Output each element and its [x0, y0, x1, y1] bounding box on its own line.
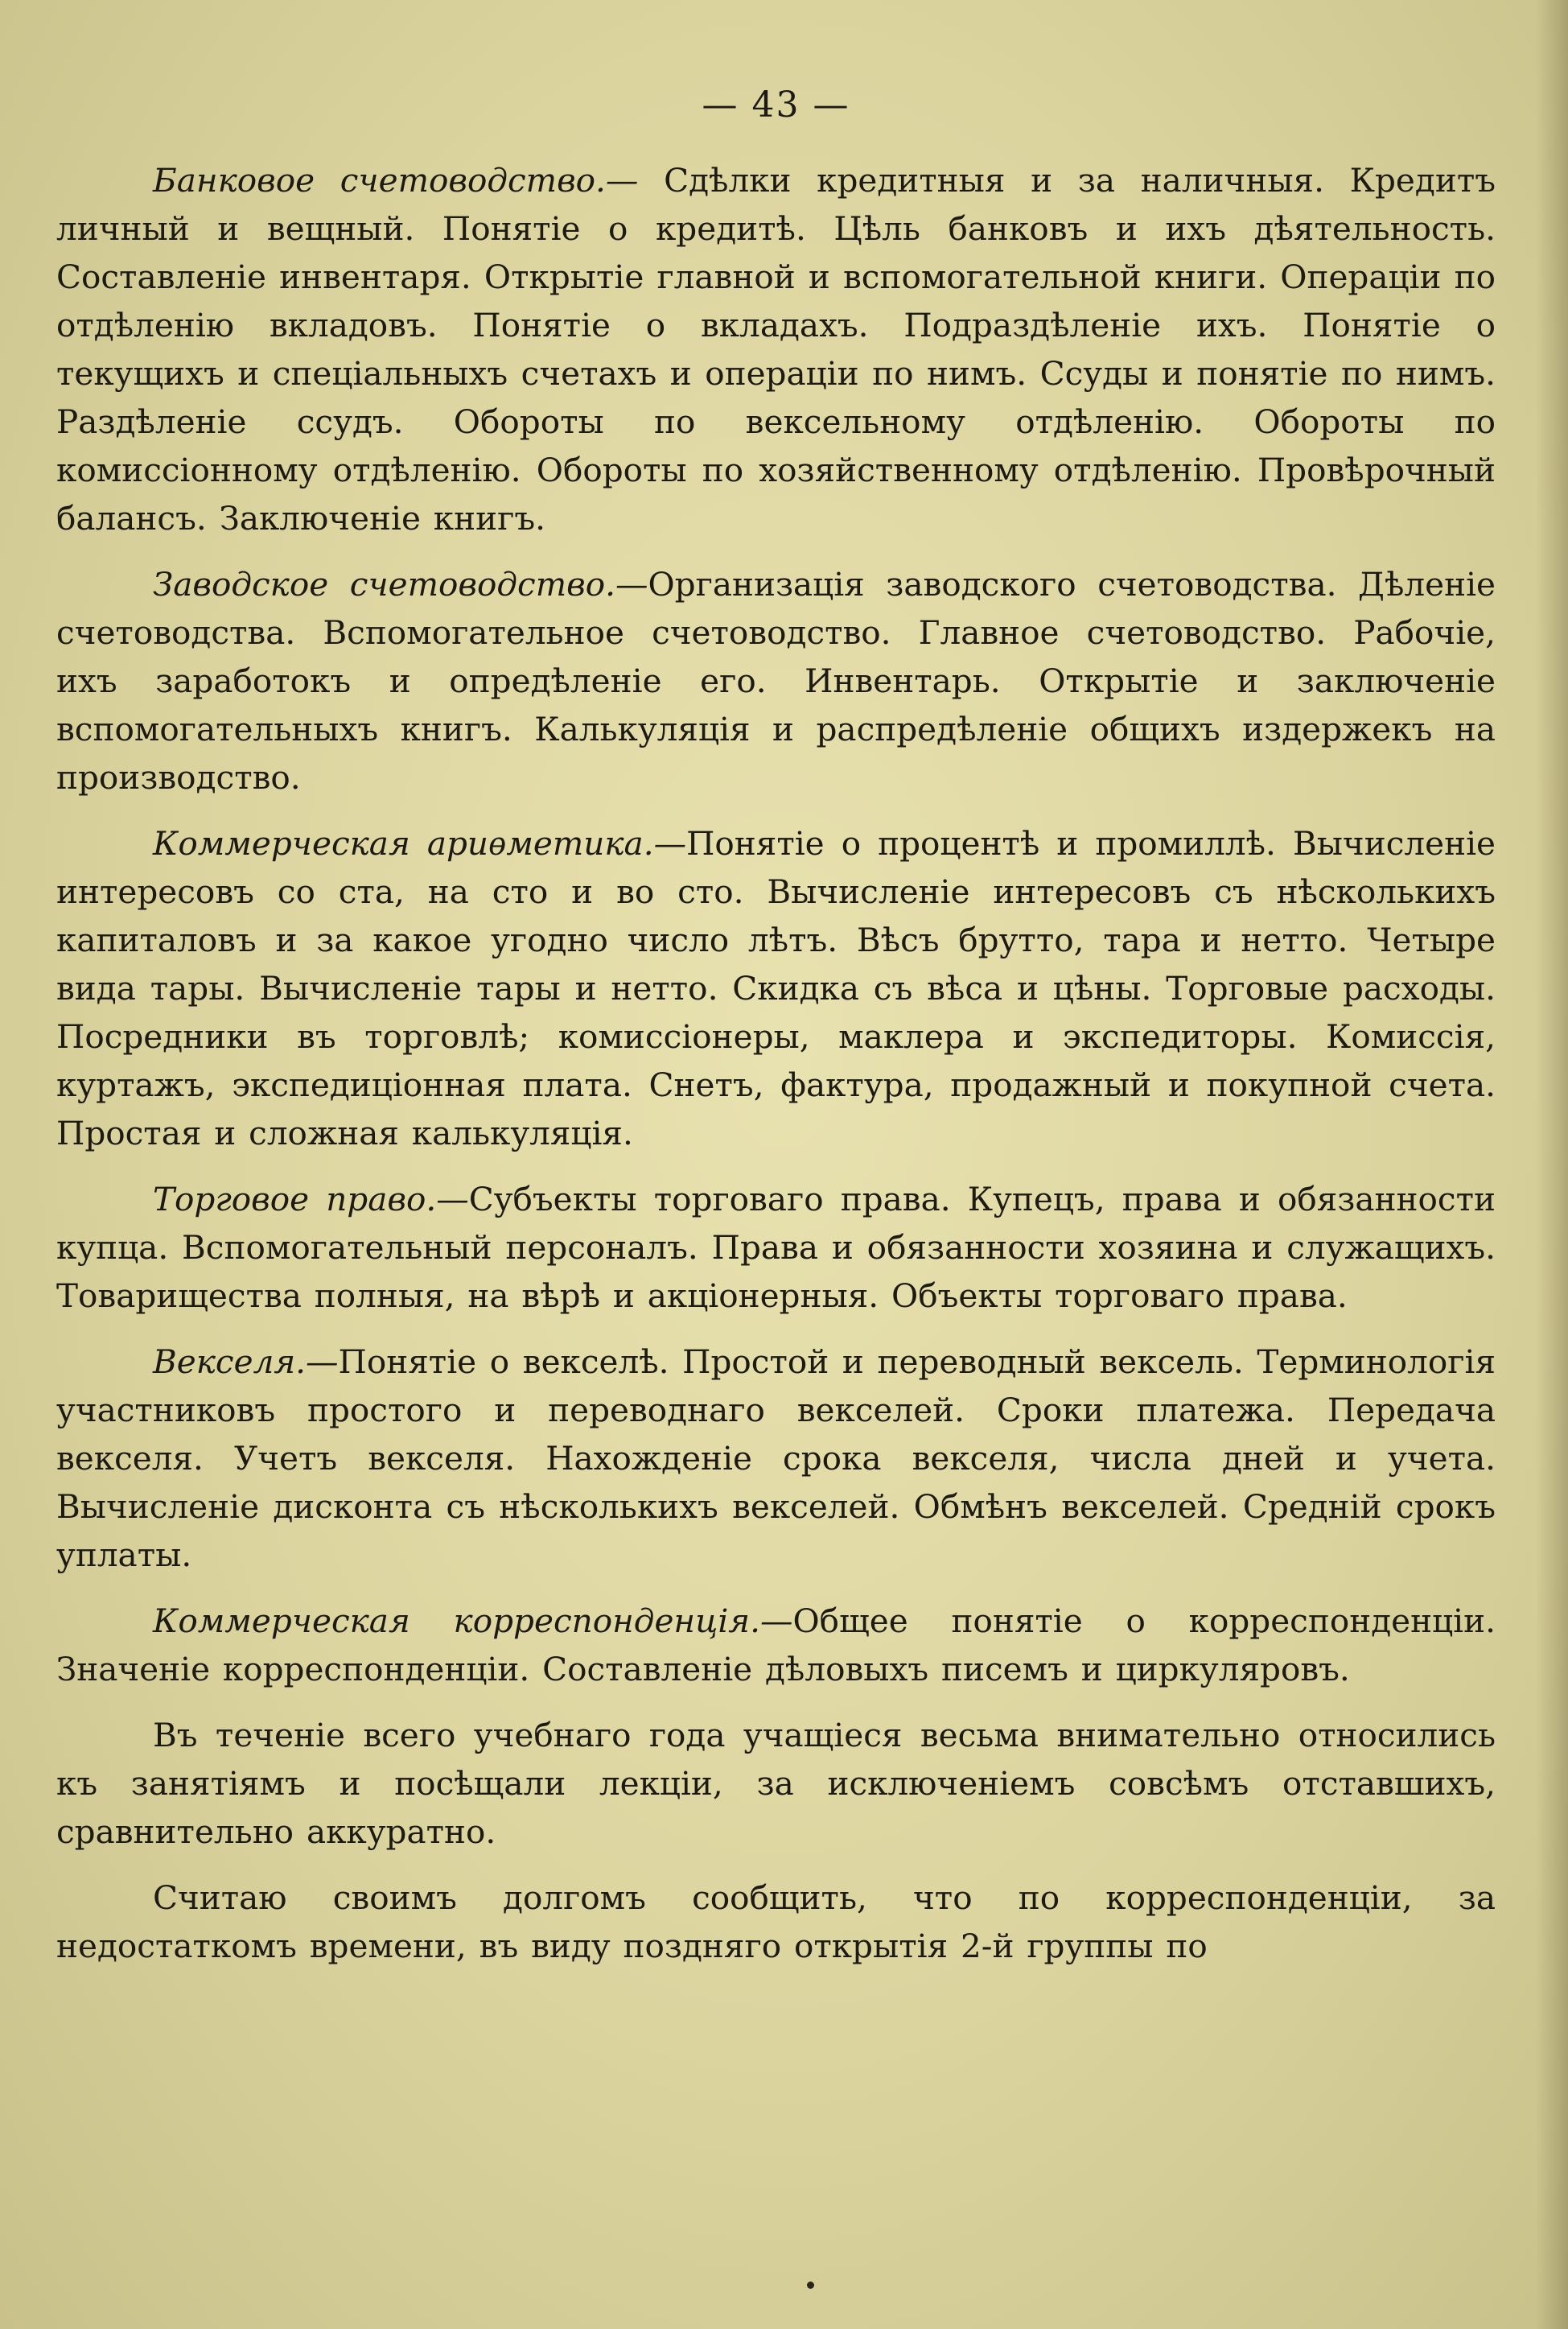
page-edge-shadow [1536, 0, 1568, 2329]
section-heading: Заводское счетоводство.— [153, 565, 648, 604]
section-heading: Коммерческая корреспонденція.— [153, 1601, 793, 1640]
section-heading: Векселя.— [153, 1342, 339, 1381]
section-heading: Торговое право.— [153, 1180, 469, 1218]
page-number: — 43 — [702, 85, 850, 126]
paragraph-bills-of-exchange [56, 1338, 1496, 1579]
section-text: Организація заводского счетоводства. Дѣленіе счетоводства. Вспомогательное счетоводство. Главное счетоводство. Рабочіе, ихъ заработокъ и опредѣленіе его. Инвентарь. Открытіе и заключеніе вспомогательныхъ книгъ. Калькуляція и распредѣленіе общихъ издержекъ на производство. [56, 565, 1496, 797]
section-text: Общее понятіе о корреспонденціи. Значеніе корреспонденціи. Составленіе дѣловыхъ писемъ и циркуляровъ. [56, 1601, 1496, 1688]
paragraph-commercial-arithmetic [56, 819, 1496, 1157]
paragraph-commercial-correspondence [56, 1597, 1496, 1693]
section-text: Считаю своимъ долгомъ сообщить, что по корреспонденціи, за недостаткомъ времени, въ виду поздняго открытія 2-й группы по [56, 1878, 1496, 1965]
paragraph-closing [56, 1874, 1496, 1970]
section-heading: Банковое счетоводство.— [153, 161, 639, 200]
section-text: Въ теченіе всего учебнаго года учащіеся весьма внимательно относились къ занятіямъ и посѣщали лекціи, за исключеніемъ совсѣмъ отставшихъ, сравнительно аккуратно. [56, 1716, 1496, 1851]
paragraph-factory-accounting [56, 560, 1496, 802]
paragraph-trade-law [56, 1175, 1496, 1320]
ink-dot [807, 2282, 814, 2289]
paragraph-bank-accounting [56, 156, 1496, 542]
section-text: Понятіе о векселѣ. Простой и переводный вексель. Терминологія участниковъ простого и переводнаго векселей. Сроки платежа. Передача векселя. Учетъ векселя. Нахожденіе срока векселя, числа дней и учета. Вычисленіе дисконта съ нѣсколькихъ векселей. Обмѣнъ векселей. Средній срокъ уплаты. [56, 1342, 1496, 1574]
section-text: Сдѣлки кредитныя и за наличныя. Кредитъ личный и вещный. Понятіе о кредитѣ. Цѣль банковъ и ихъ дѣятельность. Составленіе инвентаря. Открытіе главной и вспомогательной книги. Операціи по отдѣленію вкладовъ. Понятіе о вкладахъ. Подраздѣленіе ихъ. Понятіе о текущихъ и спеціальныхъ счетахъ и операціи по нимъ. Ссуды и понятіе по нимъ. Раздѣленіе ссудъ. Обороты по вексельному отдѣленію. Обороты по комиссіонному отдѣленію. Обороты по хозяйственному отдѣленію. Провѣрочный балансъ. Заключеніе книгъ. [56, 161, 1496, 538]
paragraph-attendance [56, 1711, 1496, 1856]
section-text: Субъекты торговаго права. Купецъ, права и обязанности купца. Вспомогательный персоналъ. Права и обязанности хозяина и служащихъ. Товарищества полныя, на вѣрѣ и акціонерныя. Объекты торговаго права. [56, 1180, 1496, 1315]
section-heading: Коммерческая ариѳметика.— [153, 824, 687, 863]
section-text: Понятіе о процентѣ и промиллѣ. Вычисленіе интересовъ со ста, на сто и во сто. Вычисленіе интересовъ съ нѣсколькихъ капиталовъ и за какое угодно число лѣтъ. Вѣсъ брутто, тара и нетто. Четыре вида тары. Вычисленіе тары и нетто. Скидка съ вѣса и цѣны. Торговые расходы. Посредники въ торговлѣ; комиссіонеры, маклера и экспедиторы. Комиссія, куртажъ, экспедиціонная плата. Снетъ, фактура, продажный и покупной счета. Простая и сложная калькуляція. [56, 824, 1496, 1152]
